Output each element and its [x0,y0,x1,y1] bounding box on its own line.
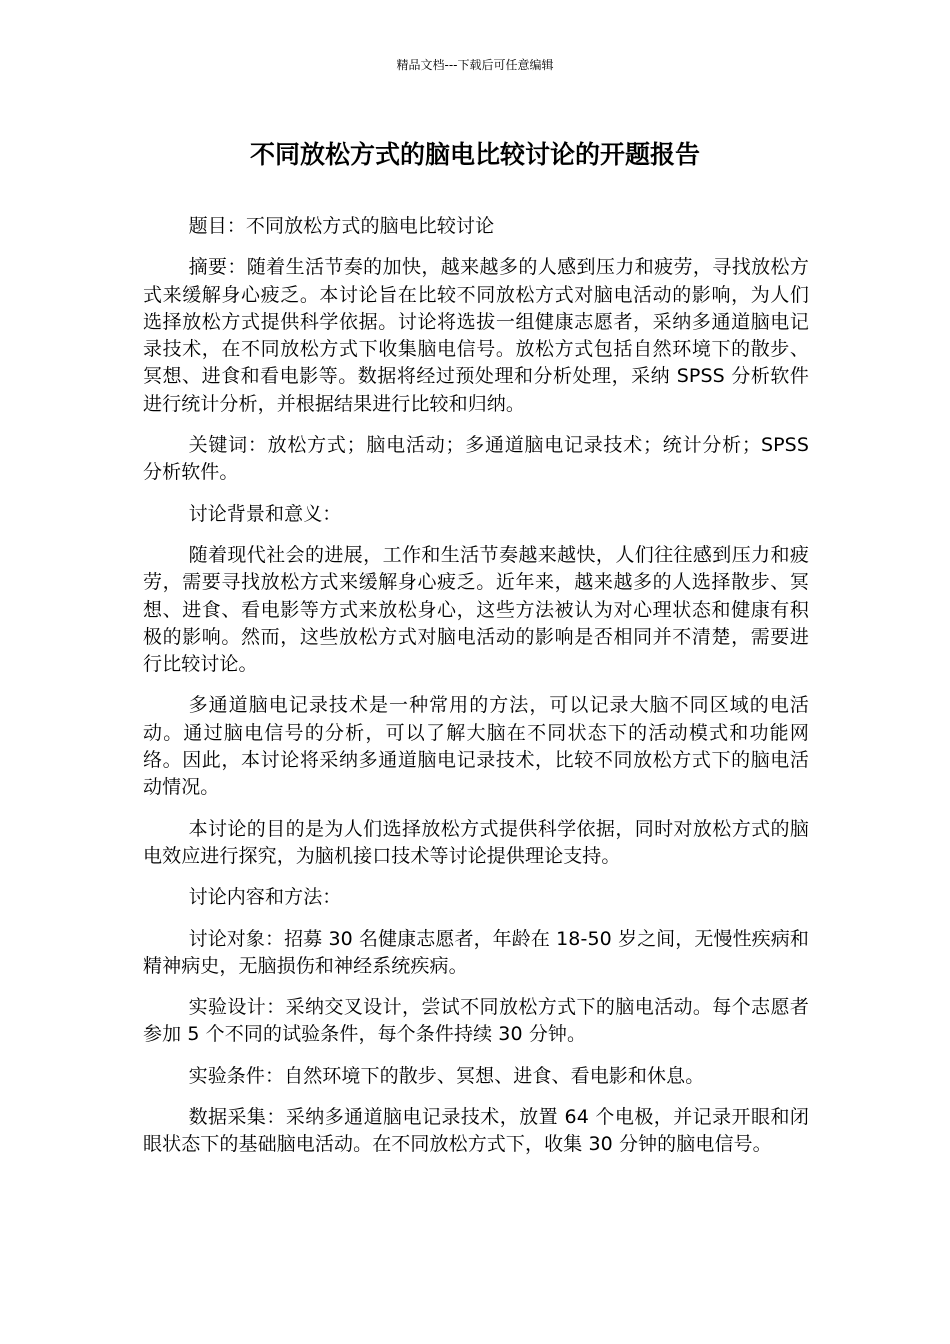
paragraph-subjects: 讨论对象：招募 30 名健康志愿者，年龄在 18-50 岁之间，无慢性疾病和精神病史，无脑损伤和神经系统疾病。 [143,927,809,977]
paragraph-background-2: 多通道脑电记录技术是一种常用的方法，可以记录大脑不同区域的电活动。通过脑电信号的分析，可以了解大脑在不同状态下的活动模式和功能网络。因此，本讨论将采纳多通道脑电记录技术，比较不同放松方式下的脑电活动情况。 [143,694,809,799]
paragraph-background-1: 随着现代社会的进展，工作和生活节奏越来越快，人们往往感到压力和疲劳，需要寻找放松方式来缓解身心疲乏。近年来，越来越多的人选择散步、冥想、进食、看电影等方式来放松身心，这些方法被认为对心理状态和健康有积极的影响。然而，这些放松方式对脑电活动的影响是否相同并不清楚，需要进行比较讨论。 [143,543,809,676]
section-heading-background: 讨论背景和意义： [188,502,342,525]
document-body [143,213,809,1173]
paragraph-abstract: 摘要：随着生活节奏的加快，越来越多的人感到压力和疲劳，寻找放松方式来缓解身心疲乏。本讨论旨在比较不同放松方式对脑电活动的影响，为人们选择放松方式提供科学依据。讨论将选拔一组健康志愿者，采纳多通道脑电记录技术，在不同放松方式下收集脑电信号。放松方式包括自然环境下的散步、冥想、进食和看电影等。数据将经过预处理和分析处理，采纳 SPSS 分析软件进行统计分析，并根据结果进行比较和归纳。 [143,256,809,415]
paragraph-design: 实验设计：采纳交叉设计，尝试不同放松方式下的脑电活动。每个志愿者参加 5 个不同的试验条件，每个条件持续 30 分钟。 [143,996,809,1046]
paragraph-data-collection: 数据采集：采纳多通道脑电记录技术，放置 64 个电极，并记录开眼和闭眼状态下的基础脑电活动。在不同放松方式下，收集 30 分钟的脑电信号。 [143,1106,809,1156]
paragraph-conditions: 实验条件：自然环境下的散步、冥想、进食、看电影和休息。 [188,1064,705,1087]
document-title: 不同放松方式的脑电比较讨论的开题报告 [249,140,700,169]
paragraph-background-3: 本讨论的目的是为人们选择放松方式提供科学依据，同时对放松方式的脑电效应进行探究，为脑机接口技术等讨论提供理论支持。 [143,817,809,867]
paragraph-topic: 题目：不同放松方式的脑电比较讨论 [188,215,495,237]
section-heading-methods: 讨论内容和方法： [188,886,342,909]
page-header: 精品文档---下载后可任意编辑 [396,58,554,72]
paragraph-keywords: 关键词：放松方式；脑电活动；多通道脑电记录技术；统计分析；SPSS 分析软件。 [143,434,809,484]
